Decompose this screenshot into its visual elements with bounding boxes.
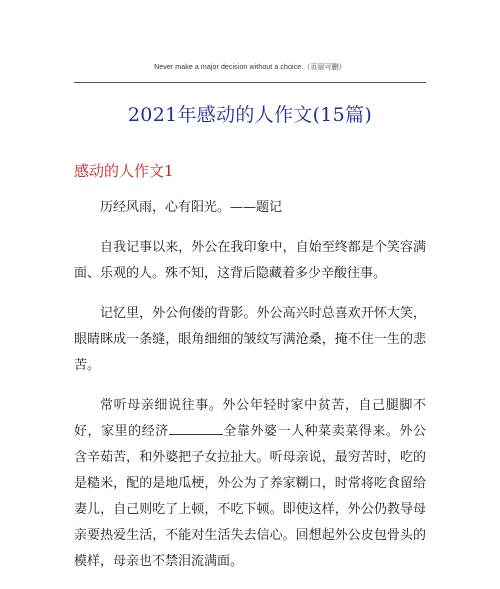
header-divider [74,82,426,83]
section-heading: 感动的人作文1 [74,162,174,180]
paragraph-text-after-blank: 全靠外婆一人种菜卖菜得来。外公含辛茹苦，和外婆把子女拉扯大。听母亲说，最穷苦时，吃的是糙米，配的是地瓜梗，外公为了养家糊口，时常将吃食留给妻儿，自己则吃了上顿，不吃下顿。即使这样，外公仍教导母亲要热爱生活，不能对生活失去信心。回想起外公皮包骨头的模样，母亲也不禁泪流满面。 [74,424,426,569]
page-header-note: Never make a major decision without a choice.（页眉可删） [154,64,346,71]
paragraph-memory: 记忆里，外公佝偻的背影。外公高兴时总喜欢开怀大笑，眼睛眯成一条缝，眼角细细的皱纹写满沧桑，掩不住一生的悲苦。 [74,306,426,373]
paragraph-epigraph: 历经风雨，心有阳光。——题记 [100,200,283,215]
essay-body [74,195,426,589]
paragraph-text-before-blank: 常听母亲细说往事。外公年轻时家中贫苦，自己腿脚不好，家里的经济 [74,398,426,439]
document-title: 2021年感动的人作文(15篇) [127,104,373,126]
fill-in-blank-line [169,422,223,435]
paragraph-hardship [74,393,426,575]
paragraph-intro: 自我记事以来，外公在我印象中，自始至终都是个笑容满面、乐观的人。殊不知，这背后隐藏着多少辛酸往事。 [74,240,426,281]
